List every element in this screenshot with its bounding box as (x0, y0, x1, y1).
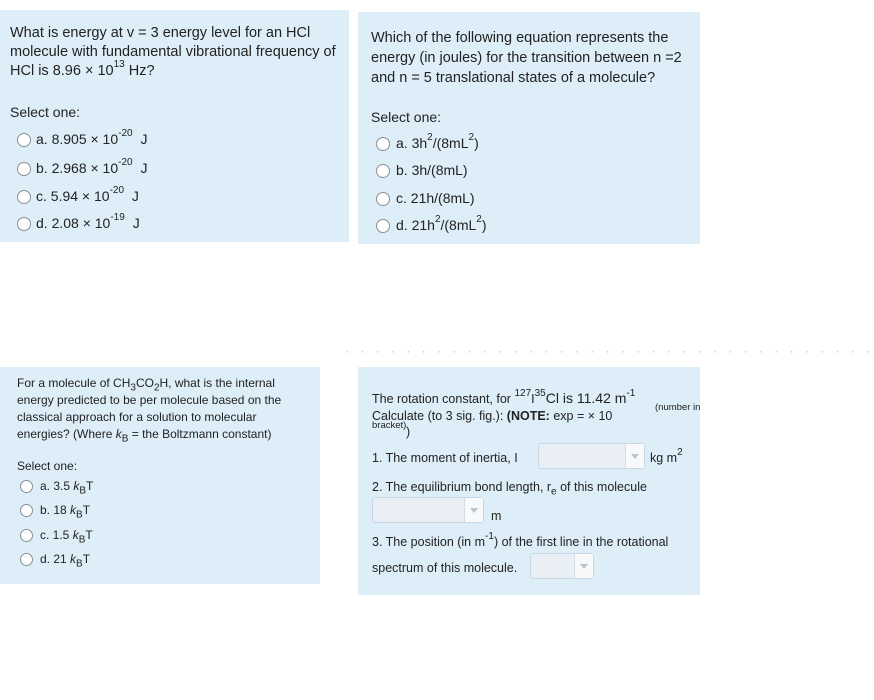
option-a-label[interactable]: a. $8.905 \times 10^{-20}$ J (36, 128, 148, 147)
moment-of-inertia-dropdown[interactable] (538, 443, 645, 469)
item-1-label: 1. The moment of inertia, I (372, 451, 518, 465)
question-3-text: For a molecule of $CH_3CO_2H$, what is the internal energy predicted to be per molecule based on the classical approach for a solution to molecular energies? (Where $k_B$ = the Boltzmann constant) (17, 376, 282, 445)
option-d-radio[interactable] (376, 219, 390, 233)
question-3-panel (0, 367, 320, 584)
question-1-panel (0, 10, 349, 242)
option-a-radio[interactable] (20, 480, 33, 493)
option-d-label[interactable]: d. 21 $k_BT$ (40, 552, 91, 570)
option-c-radio[interactable] (376, 192, 390, 206)
select-one-label: Select one: (371, 109, 442, 125)
chevron-down-icon (574, 554, 593, 578)
question-2-text: Which of the following equation represents the energy (in joules) for the transition between n =2 and n = 5 translational states of a molecule? (371, 30, 682, 86)
option-c-label[interactable]: c. $5.94 \times 10^{-20}$ J (36, 185, 139, 204)
chevron-down-icon (464, 498, 483, 522)
bond-length-dropdown[interactable] (372, 497, 484, 523)
option-a-label[interactable]: a. $3h^2/(8mL^2)$ (396, 132, 479, 151)
bracket-text: bracket) (372, 420, 407, 431)
option-b-label[interactable]: b. 3h/(8mL) (396, 162, 468, 178)
option-d-radio[interactable] (20, 553, 33, 566)
question-4-intro: The rotation constant, for $^{127}I^{35}Cl$ is 11.42 $m^{-1}$ (372, 387, 636, 406)
option-d-label[interactable]: d. $21h^2/(8mL^2)$ (396, 214, 487, 233)
note-tail-text: (number in (655, 402, 701, 413)
select-one-label: Select one: (10, 104, 81, 120)
option-b-radio[interactable] (376, 164, 390, 178)
option-b-radio[interactable] (20, 504, 33, 517)
option-c-label[interactable]: c. 1.5 $k_BT$ (40, 528, 93, 546)
option-b-label[interactable]: b. $2.968 \times 10^{-20}$ J (36, 157, 148, 176)
question-1-text: What is energy at v = 3 energy level for an HCl molecule with fundamental vibrational frequency of HCl is $8.96 \times 10^{13}$ Hz? (10, 25, 336, 79)
item-3-line2: spectrum of this molecule. (372, 561, 518, 575)
calculate-line: Calculate (to 3 sig. fig.): (NOTE: exp = × 10 (372, 409, 613, 423)
option-d-label[interactable]: d. $2.08 \times 10^{-19}$ J (36, 212, 140, 231)
select-one-label: Select one: (17, 459, 78, 473)
chevron-down-icon (625, 444, 644, 468)
first-line-position-dropdown[interactable] (530, 553, 594, 579)
option-a-radio[interactable] (17, 133, 31, 147)
question-4-panel (358, 367, 700, 595)
option-a-radio[interactable] (376, 137, 390, 151)
item-2-unit: m (491, 509, 502, 523)
question-2-panel (358, 12, 700, 244)
option-b-label[interactable]: b. 18 $k_BT$ (40, 503, 91, 521)
option-d-radio[interactable] (17, 217, 31, 231)
item-3-label: 3. The position (in $m^{-1}$) of the first line in the rotational (372, 530, 669, 549)
option-c-radio[interactable] (17, 190, 31, 204)
item-1-unit: kg $m^2$ (650, 446, 683, 465)
item-2-label: 2. The equilibrium bond length, $r_e$ of this molecule (372, 480, 647, 498)
truncated-heading-dots: · · · · · · · · · · · · · · · · · · · · · · · · · · · · · · · · · · · (345, 344, 874, 358)
option-c-label[interactable]: c. 21h/(8mL) (396, 190, 475, 206)
option-a-label[interactable]: a. 3.5 $k_BT$ (40, 479, 94, 497)
option-b-radio[interactable] (17, 162, 31, 176)
option-c-radio[interactable] (20, 529, 33, 542)
closing-paren: ) (406, 425, 411, 439)
